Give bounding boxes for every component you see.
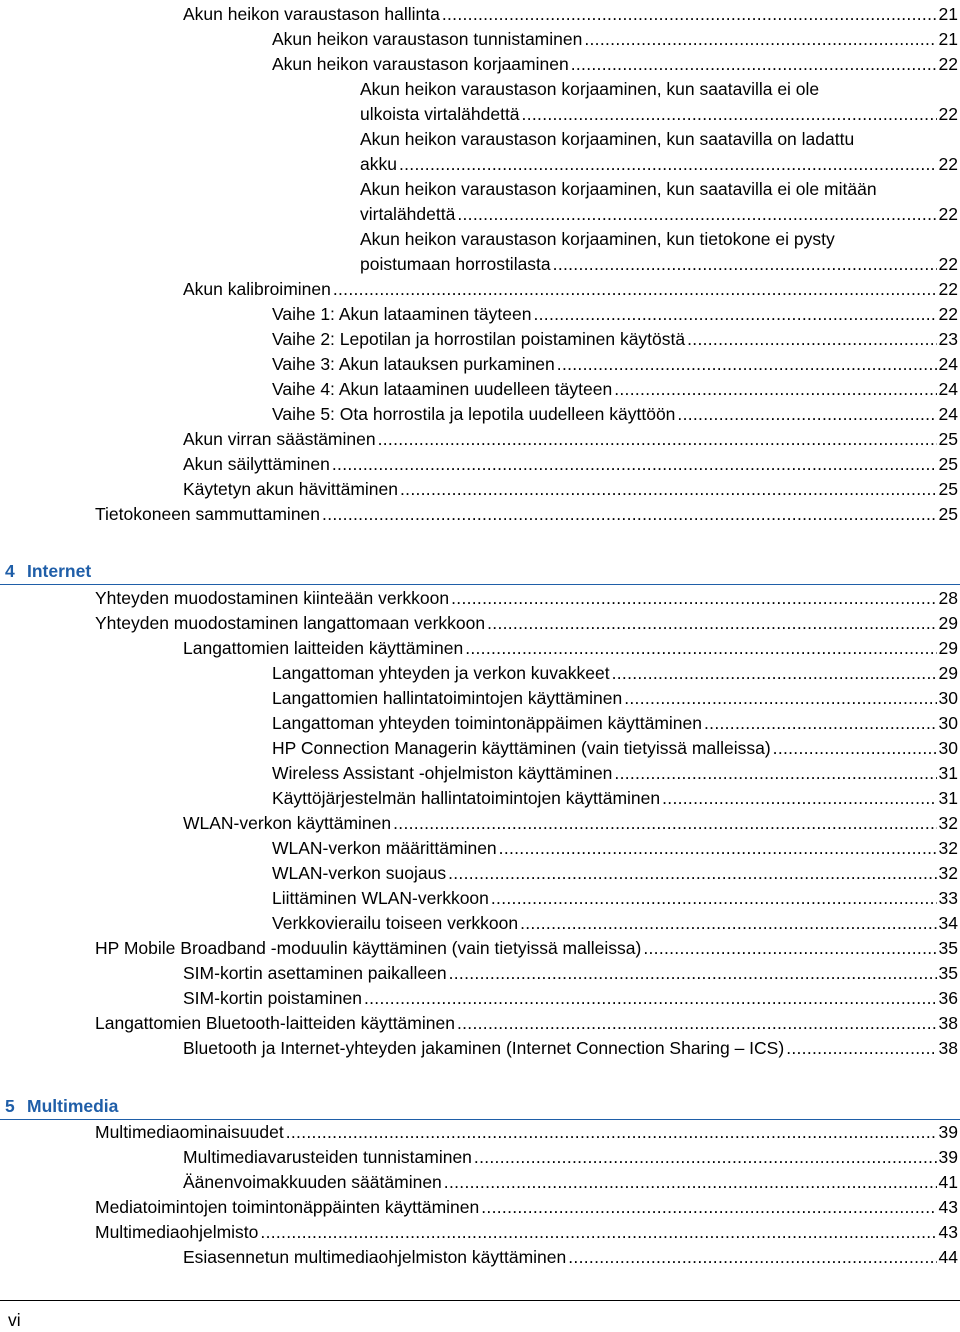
toc-entry[interactable]: SIM-kortin asettaminen paikalleen ..... 35 [183, 959, 958, 983]
toc-entry[interactable]: Multimediavarusteiden tunnistaminen ..... 39 [183, 1143, 958, 1167]
toc-entry-wrap[interactable]: Akun heikon varaustason korjaaminen, kun saatavilla ei ole mitään [360, 179, 877, 199]
toc-entry[interactable]: Tietokoneen sammuttaminen ..... 25 [95, 500, 958, 524]
toc-entry-wrap[interactable]: Akun heikon varaustason korjaaminen, kun saatavilla ei ole [360, 79, 820, 99]
toc-entry-wrap[interactable]: Akun heikon varaustason korjaaminen, kun tietokone ei pysty [360, 229, 835, 249]
toc-entry[interactable]: Akun kalibroiminen ..... 22 [183, 275, 958, 299]
toc-entry[interactable]: virtalähdettä ..... 22 [360, 200, 958, 224]
toc-entry[interactable]: Akun säilyttäminen ..... 25 [183, 450, 958, 474]
toc-entry[interactable]: Langattomien laitteiden käyttäminen ..... 29 [183, 634, 958, 658]
toc-entry[interactable]: WLAN-verkon suojaus ..... 32 [272, 859, 958, 883]
toc-entry[interactable]: Liittäminen WLAN-verkkoon ..... 33 [272, 884, 958, 908]
toc-entry[interactable]: Käytetyn akun hävittäminen ..... 25 [183, 475, 958, 499]
toc-entry[interactable]: Akun heikon varaustason tunnistaminen ..... 21 [272, 25, 958, 49]
toc-entry[interactable]: Vaihe 4: Akun lataaminen uudelleen täyteen ..... 24 [272, 375, 958, 399]
toc-entry[interactable]: Wireless Assistant -ohjelmiston käyttäminen ..... 31 [272, 759, 958, 783]
toc-entry[interactable]: Esiasennetun multimediaohjelmiston käyttäminen ..... 44 [183, 1243, 958, 1267]
toc-entry[interactable]: poistumaan horrostilasta ..... 22 [360, 250, 958, 274]
toc-entry[interactable]: Vaihe 1: Akun lataaminen täyteen ..... 22 [272, 300, 958, 324]
toc-entry[interactable]: Vaihe 3: Akun latauksen purkaminen ..... 24 [272, 350, 958, 374]
toc-entry[interactable]: Mediatoimintojen toimintonäppäinten käyttäminen ..... 43 [95, 1193, 958, 1217]
toc-entry[interactable]: Multimediaominaisuudet ..... 39 [95, 1118, 958, 1142]
toc-entry[interactable]: Langattomien Bluetooth-laitteiden käyttäminen ..... 38 [95, 1009, 958, 1033]
toc-entry[interactable]: Akun heikon varaustason korjaaminen ..... 22 [272, 50, 958, 74]
toc-entry[interactable]: Äänenvoimakkuuden säätäminen ..... 41 [183, 1168, 958, 1192]
toc-entry[interactable]: Yhteyden muodostaminen langattomaan verkkoon ..... 29 [95, 609, 958, 633]
toc-entry[interactable]: WLAN-verkon määrittäminen ..... 32 [272, 834, 958, 858]
chapter-heading[interactable]: 4 Internet [5, 561, 92, 581]
toc-entry[interactable]: Käyttöjärjestelmän hallintatoimintojen käyttäminen ..... 31 [272, 784, 958, 808]
toc-entry[interactable]: SIM-kortin poistaminen ..... 36 [183, 984, 958, 1008]
toc-entry-wrap[interactable]: Akun heikon varaustason korjaaminen, kun saatavilla on ladattu [360, 129, 855, 149]
toc-entry[interactable]: Vaihe 2: Lepotilan ja horrostilan poistaminen käytöstä ..... 23 [272, 325, 958, 349]
toc-entry[interactable]: Akun heikon varaustason hallinta ..... 21 [183, 0, 958, 24]
footer-page-number: vi [8, 1310, 21, 1330]
toc-entry[interactable]: Langattoman yhteyden toimintonäppäimen käyttäminen ..... 30 [272, 709, 958, 733]
toc-entry[interactable]: WLAN-verkon käyttäminen ..... 32 [183, 809, 958, 833]
chapter-heading[interactable]: 5 Multimedia [5, 1096, 119, 1116]
toc-entry[interactable]: Langattoman yhteyden ja verkon kuvakkeet ..... 29 [272, 659, 958, 683]
toc-entry[interactable]: Multimediaohjelmisto ..... 43 [95, 1218, 958, 1242]
toc-entry[interactable]: Akun virran säästäminen ..... 25 [183, 425, 958, 449]
toc-entry[interactable]: Yhteyden muodostaminen kiinteään verkkoon ..... 28 [95, 584, 958, 608]
toc-entry[interactable]: Bluetooth ja Internet-yhteyden jakaminen (Internet Connection Sharing – ICS) ..... 38 [183, 1034, 958, 1058]
toc-entry[interactable]: Langattomien hallintatoimintojen käyttäminen ..... 30 [272, 684, 958, 708]
toc-entry[interactable]: HP Connection Managerin käyttäminen (vain tietyissä malleissa) ..... 30 [272, 734, 958, 758]
toc-entry[interactable]: akku ..... 22 [360, 150, 958, 174]
footer-rule [0, 1300, 960, 1301]
toc-entry[interactable]: Verkkovierailu toiseen verkkoon ..... 34 [272, 909, 958, 933]
toc-entry[interactable]: HP Mobile Broadband -moduulin käyttäminen (vain tietyissä malleissa) ..... 35 [95, 934, 958, 958]
toc-entry[interactable]: ulkoista virtalähdettä ..... 22 [360, 100, 958, 124]
toc-entry[interactable]: Vaihe 5: Ota horrostila ja lepotila uudelleen käyttöön ..... 24 [272, 400, 958, 424]
